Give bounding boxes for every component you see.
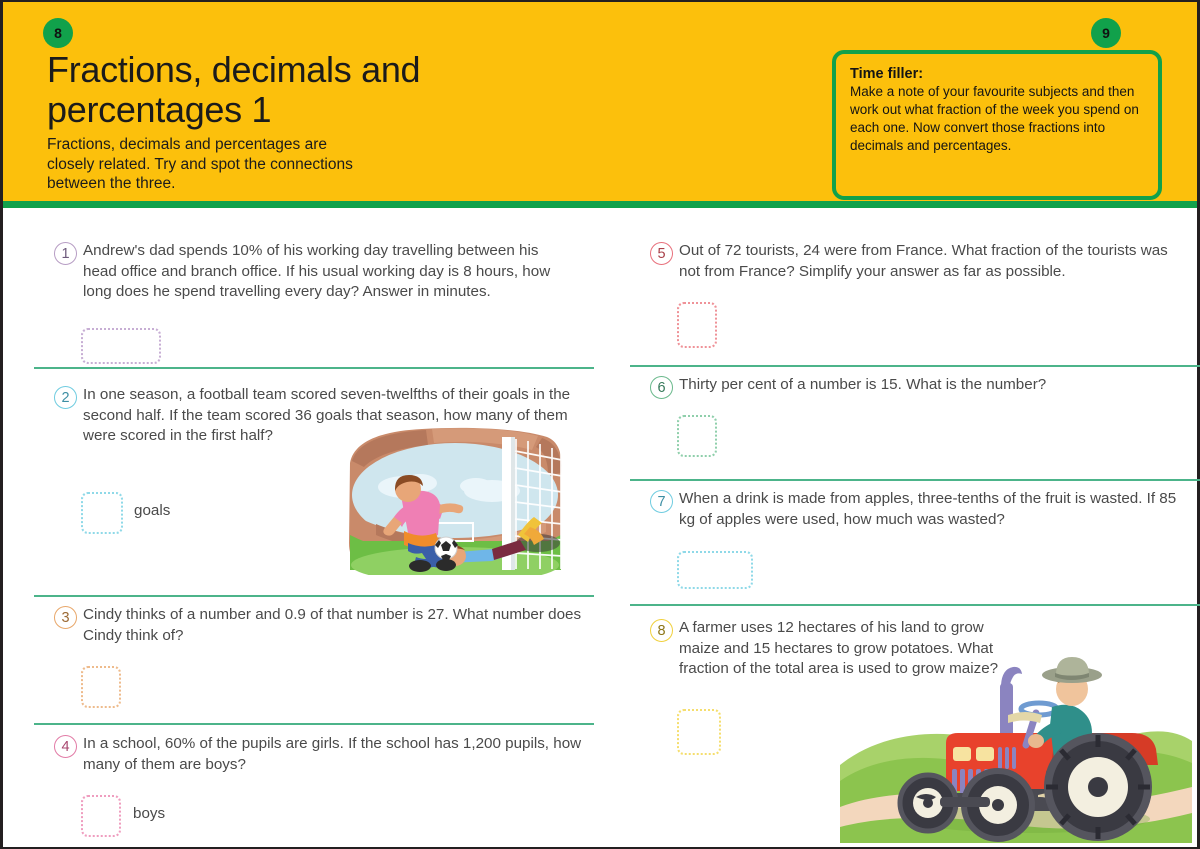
- question-number-8: 8: [650, 619, 673, 642]
- separator-line: [630, 479, 1200, 481]
- separator-line: [630, 365, 1200, 367]
- answer-unit-4: boys: [133, 805, 166, 822]
- question-number-5: 5: [650, 242, 673, 265]
- answer-box-8[interactable]: [677, 709, 721, 755]
- question-text-7: When a drink is made from apples, three-tenths of the fruit is wasted. If 85 kg of apples were used, how much was wasted?: [679, 490, 1177, 528]
- football-goalkeeper-illustration: [342, 423, 568, 575]
- question-text-8: A farmer uses 12 hectares of his land to grow maize and 15 hectares to grow potatoes. What fraction of the total area is used to grow maize?: [679, 619, 999, 678]
- time-filler-box: [832, 50, 1162, 200]
- farmer-on-tractor-illustration: [840, 637, 1192, 849]
- question-text-3: Cindy thinks of a number and 0.9 of that number is 27. What number does Cindy think of?: [83, 606, 582, 644]
- page-number-left: 8: [43, 18, 73, 48]
- answer-box-6[interactable]: [677, 415, 717, 457]
- page-subtitle: Fractions, decimals and percentages are closely related. Try and spot the connections between the three.: [47, 136, 353, 193]
- question-text-1: Andrew's dad spends 10% of his working day travelling between his head office and branch office. If his usual working day is 8 hours, how long does he spend travelling every day? Answer in minutes.: [83, 242, 551, 301]
- separator-line: [34, 367, 594, 369]
- question-number-1: 1: [54, 242, 77, 265]
- answer-box-7[interactable]: [677, 551, 753, 589]
- answer-box-5[interactable]: [677, 302, 717, 348]
- page-header: [3, 2, 1197, 208]
- question-number-2: 2: [54, 386, 77, 409]
- separator-line: [34, 723, 594, 725]
- question-number-6: 6: [650, 376, 673, 399]
- question-text-2: In one season, a football team scored seven-twelfths of their goals in the second half. If the team scored 36 goals that season, how many of them were scored in the first half?: [83, 386, 571, 445]
- separator-line: [630, 604, 1200, 606]
- time-filler-body: Make a note of your favourite subjects and then work out what fraction of the week you spend on each one. Now convert those fractions into decimals and percentages.: [850, 84, 1139, 153]
- question-text-5: Out of 72 tourists, 24 were from France. What fraction of the tourists was not from France? Simplify your answer as far as possible.: [679, 242, 1168, 280]
- question-text-6: Thirty per cent of a number is 15. What is the number?: [679, 376, 1047, 393]
- question-number-3: 3: [54, 606, 77, 629]
- question-number-4: 4: [54, 735, 77, 758]
- page-title: Fractions, decimals and percentages 1: [47, 49, 421, 131]
- answer-box-3[interactable]: [81, 666, 121, 708]
- question-number-7: 7: [650, 490, 673, 513]
- answer-box-1[interactable]: [81, 328, 161, 364]
- answer-unit-2: goals: [134, 502, 171, 519]
- question-text-4: In a school, 60% of the pupils are girls. If the school has 1,200 pupils, how many of them are boys?: [83, 735, 582, 773]
- answer-box-2[interactable]: [81, 492, 123, 534]
- separator-line: [34, 595, 594, 597]
- page-number-right: 9: [1091, 18, 1121, 48]
- answer-box-4[interactable]: [81, 795, 121, 837]
- time-filler-title: Time filler:: [850, 66, 924, 82]
